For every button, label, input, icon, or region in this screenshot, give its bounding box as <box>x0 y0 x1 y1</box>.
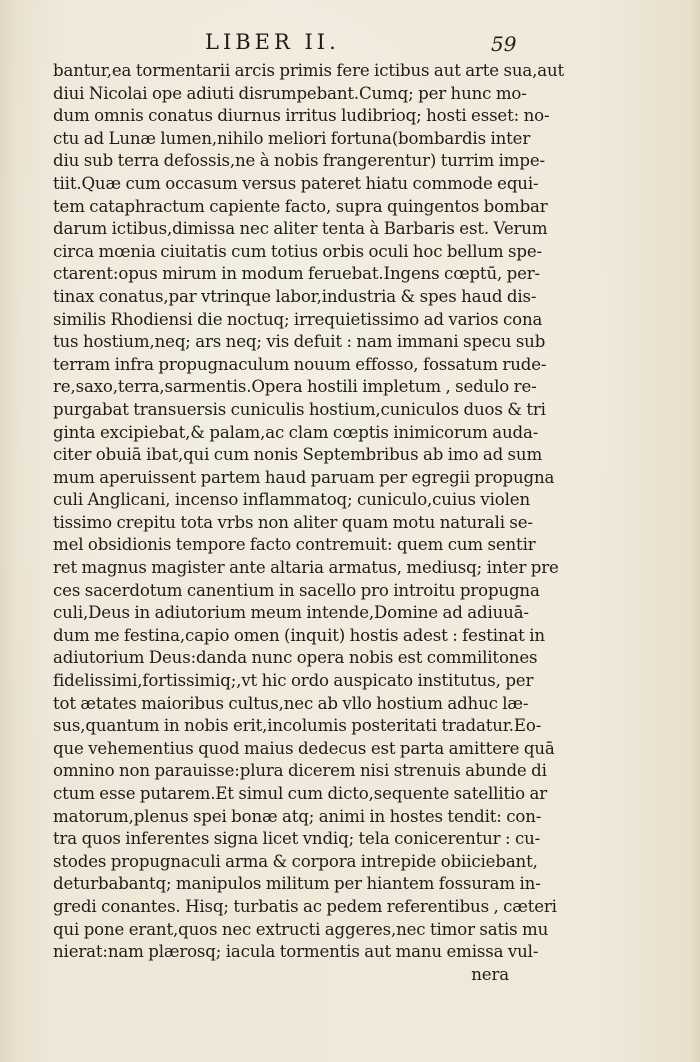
text-line: tot ætates maioribus cultus,nec ab vllo hostium adhuc læ- <box>53 693 529 713</box>
text-line: re,saxo,terra,sarmentis.Opera hostili impletum , sedulo re- <box>53 377 537 397</box>
text-line: tiit.Quæ cum occasum versus pateret hiatu commode equi- <box>53 173 539 193</box>
text-line: diu sub terra defossis,ne à nobis frangerentur) turrim impe- <box>53 151 545 171</box>
text-line: ret magnus magister ante altaria armatus, mediusq; inter pre <box>53 558 559 578</box>
text-line: dum omnis conatus diurnus irritus ludibrioq; hosti esset: no- <box>53 106 550 126</box>
text-line: ces sacerdotum canentium in sacello pro introitu propugna <box>53 580 540 600</box>
text-line: gredi conantes. Hisq; turbatis ac pedem referentibus , cæteri <box>53 896 557 916</box>
text-line: diui Nicolai ope adiuti disrumpebant.Cumq; per hunc mo- <box>53 83 527 103</box>
text-line: citer obuiā ibat,qui cum nonis Septembribus ab imo ad sum <box>53 445 543 465</box>
text-line: stodes propugnaculi arma & corpora intrepide obiiciebant, <box>53 851 538 871</box>
text-line: ctarent:opus mirum in modum feruebat.Ingens cœptū, per- <box>53 264 541 284</box>
text-line: dum me festina,capio omen (inquit) hostis adest : festinat in <box>53 625 545 645</box>
text-line: tus hostium,neq; ars neq; vis defuit : nam immani specu sub <box>53 332 546 352</box>
text-line: tra quos inferentes signa licet vndiq; tela conicerentur : cu- <box>53 829 541 849</box>
text-line: terram infra propugnaculum nouum effosso, fossatum rude- <box>53 354 547 374</box>
text-line: tinax conatus,par vtrinque labor,industria & spes haud dis- <box>53 286 537 306</box>
text-line: omnino non parauisse:plura dicerem nisi strenuis abunde di <box>53 761 547 781</box>
text-line: tissimo crepitu tota vrbs non aliter quam motu naturali se- <box>53 512 533 532</box>
text-line: mel obsidionis tempore facto contremuit: quem cum sentir <box>53 535 536 555</box>
text-line: que vehementius quod maius dedecus est parta amittere quā <box>53 738 555 758</box>
body-text <box>53 60 565 986</box>
text-line: circa mœnia ciuitatis cum totius orbis oculi hoc bellum spe- <box>53 241 542 261</box>
text-line: nera <box>471 964 509 984</box>
text-line: tem cataphractum capiente facto, supra quingentos bombar <box>53 196 548 216</box>
text-line: similis Rhodiensi die noctuq; irrequietissimo ad varios cona <box>53 309 543 329</box>
text-line: culi,Deus in adiutorium meum intende,Domine ad adiuuā- <box>53 603 529 623</box>
text-line: fidelissimi,fortissimiq;,vt hic ordo auspicato institutus, per <box>53 671 534 691</box>
text-line: ctu ad Lunæ lumen,nihilo meliori fortuna(bombardis inter <box>53 128 531 148</box>
text-line: ginta excipiebat,& palam,ac clam cœptis inimicorum auda- <box>53 422 539 442</box>
page-number: 59 <box>491 32 517 56</box>
text-line: matorum,plenus spei bonæ atq; animi in hostes tendit: con- <box>53 806 542 826</box>
text-line: mum aperuissent partem haud paruam per egregii propugna <box>53 467 555 487</box>
text-line: sus,quantum in nobis erit,incolumis posteritati tradatur.Eo- <box>53 716 542 736</box>
page-header <box>0 28 700 58</box>
text-line: culi Anglicani, incenso inflammatoq; cuniculo,cuius violen <box>53 490 531 510</box>
text-line: nierat:nam plærosq; iacula tormentis aut manu emissa vul- <box>53 942 539 962</box>
text-line: purgabat transuersis cuniculis hostium,cuniculos duos & tri <box>53 399 546 419</box>
text-line: bantur,ea tormentarii arcis primis fere ictibus aut arte sua,aut <box>53 61 565 80</box>
text-line: ctum esse putarem.Et simul cum dicto,sequente satellitio ar <box>53 784 548 803</box>
running-head: LIBER II. <box>205 30 340 54</box>
text-line: qui pone erant,quos nec extructi aggeres,nec timor satis mu <box>53 919 549 939</box>
text-line: deturbabantq; manipulos militum per hiantem fossuram in- <box>53 874 541 894</box>
text-line: darum ictibus,dimissa nec aliter tenta à Barbaris est. Verum <box>53 219 548 239</box>
text-line: adiutorium Deus:danda nunc opera nobis est commilitones <box>53 648 538 668</box>
